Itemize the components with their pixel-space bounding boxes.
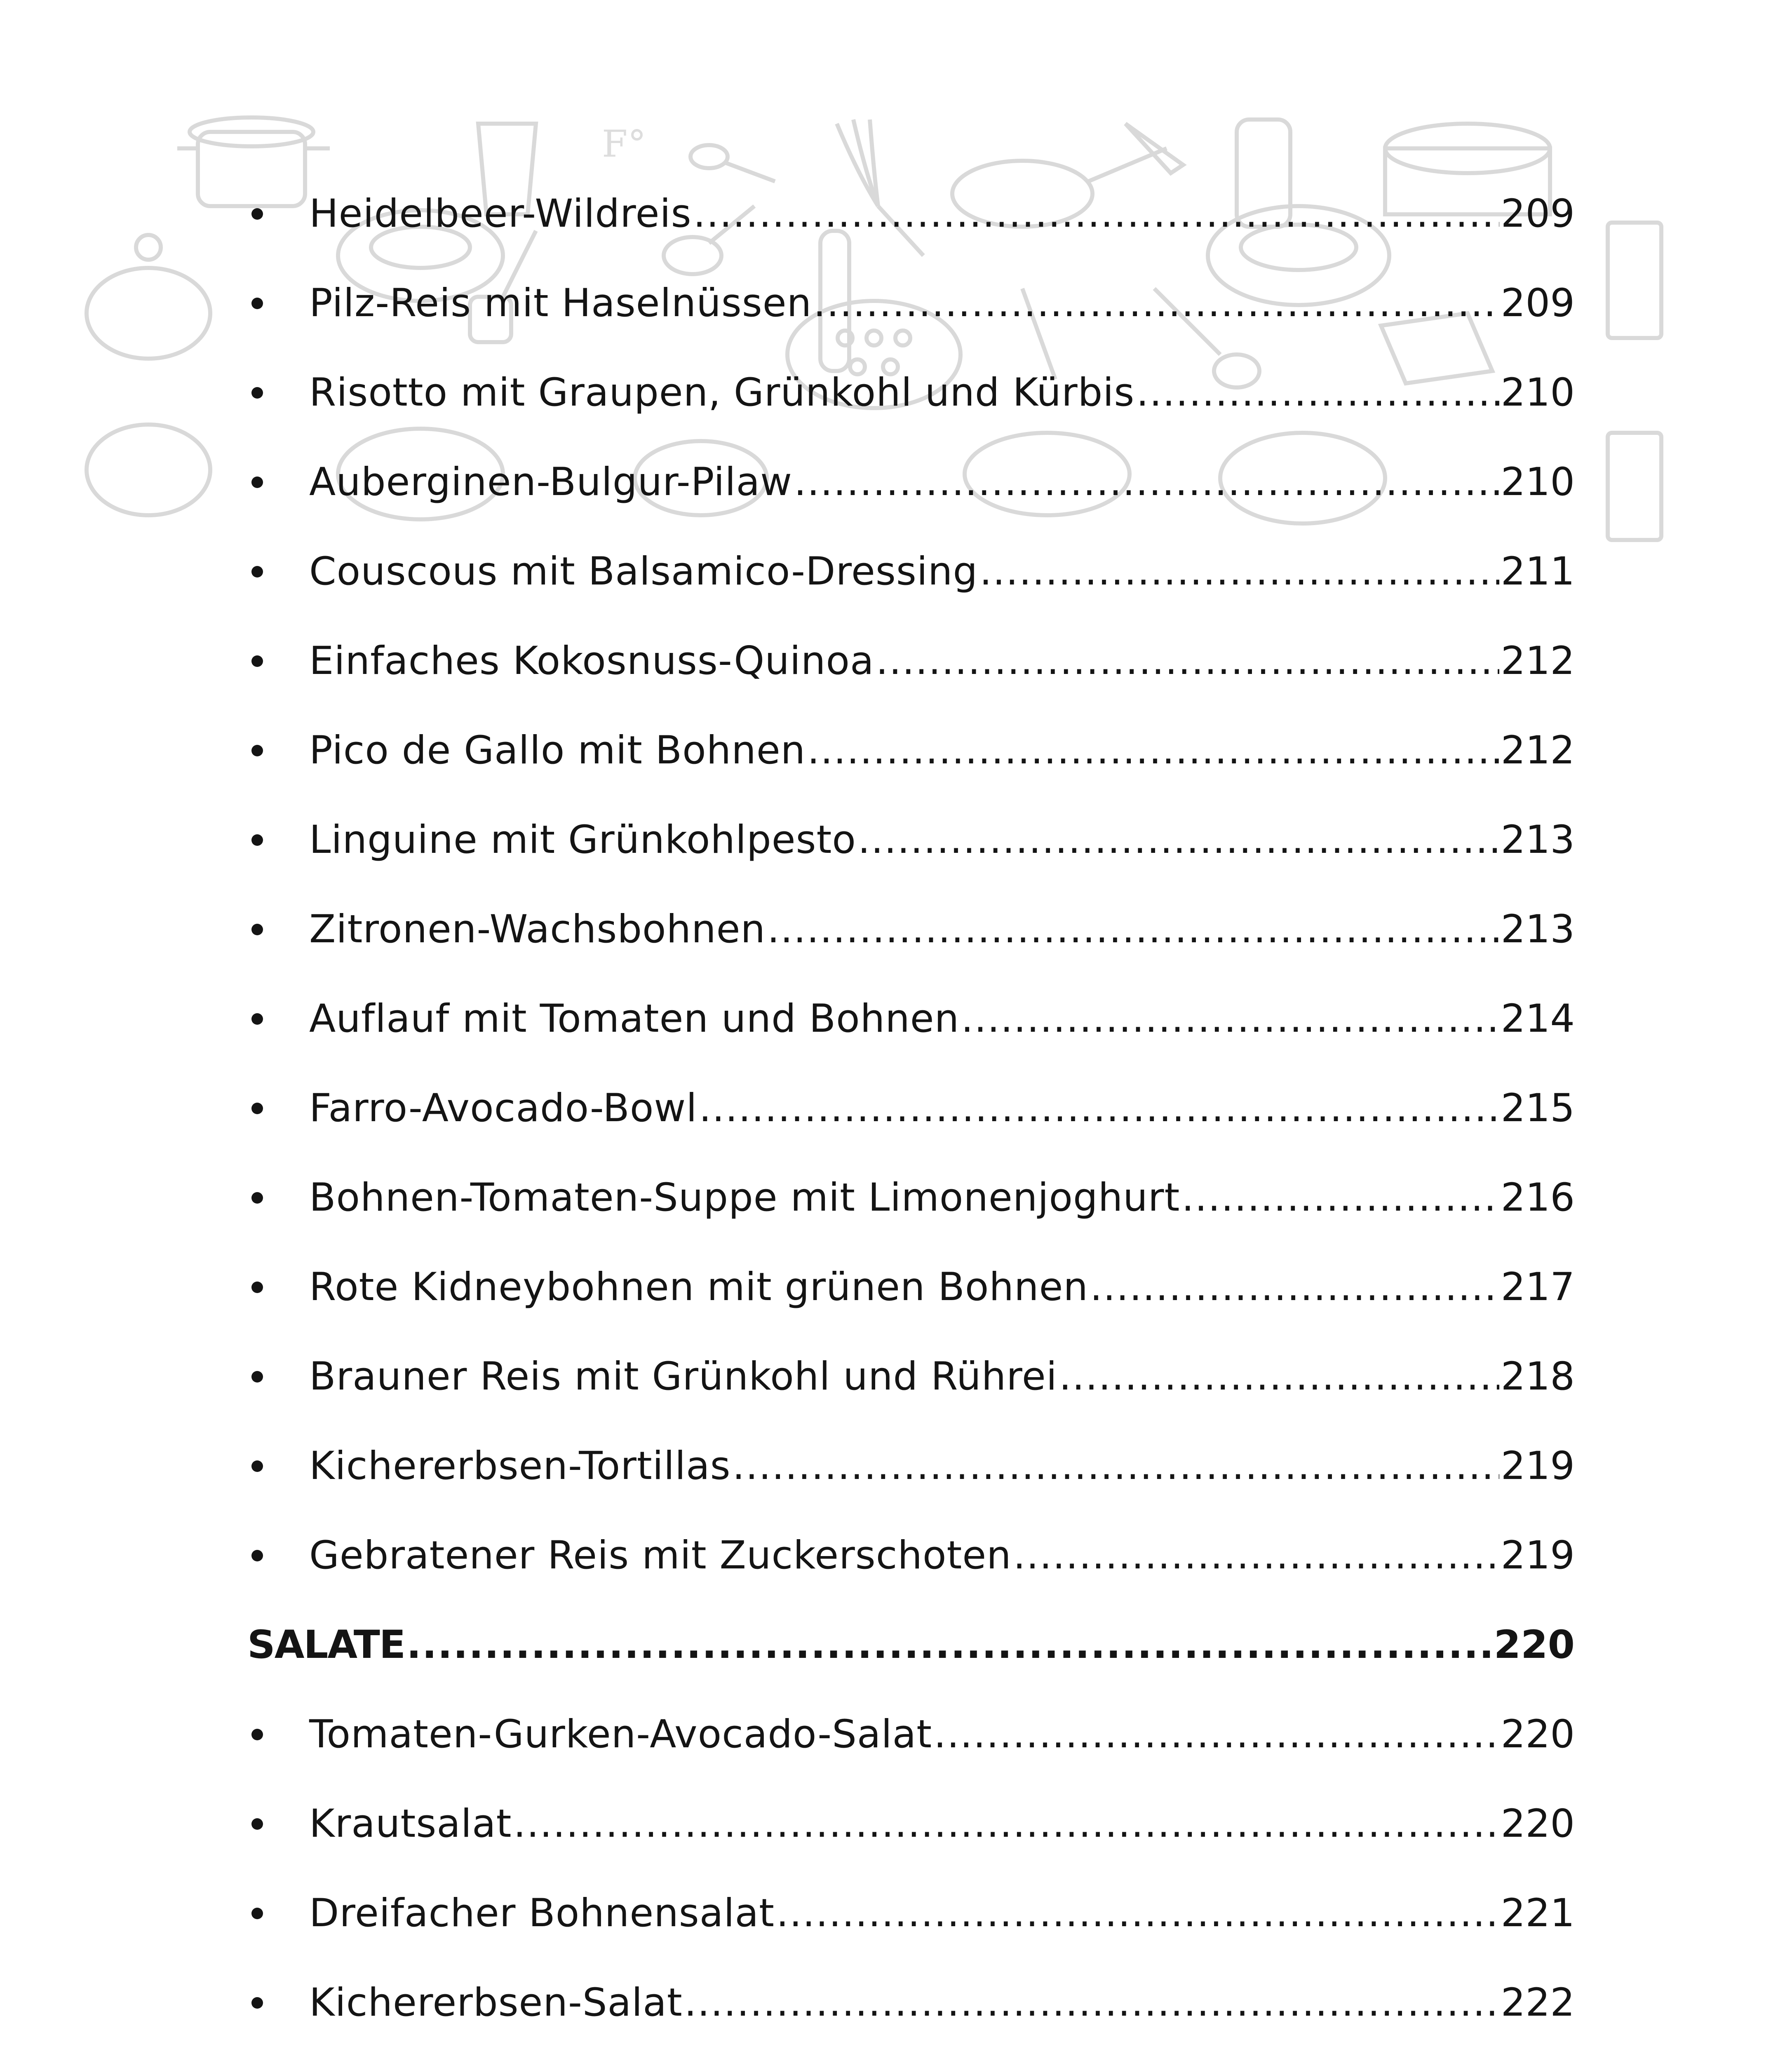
toc-entry-title: Pico de Gallo mit Bohnen (309, 728, 806, 773)
dot-leader (934, 1715, 1499, 1754)
bullet-icon (251, 208, 263, 220)
toc-entry-title: Auberginen-Bulgur-Pilaw (309, 459, 793, 505)
dot-leader (776, 1894, 1499, 1933)
toc-entry[interactable] (247, 795, 1575, 885)
toc-entry[interactable] (247, 1958, 1575, 2047)
bullet-icon (251, 1282, 263, 1293)
toc-entry-title: Gebratener Reis mit Zuckerschoten (309, 1533, 1012, 1578)
dot-leader (1136, 373, 1499, 412)
dot-leader (1090, 1268, 1499, 1307)
bullet-icon (251, 1818, 263, 1830)
toc-entry-title: Kichererbsen-Salat (309, 1980, 683, 2025)
toc-section-heading[interactable] (247, 1600, 1575, 1690)
toc-entry-title: Dreifacher Bohnensalat (309, 1890, 775, 1936)
toc-entry-page: 213 (1501, 906, 1575, 952)
bullet-icon (251, 1192, 263, 1204)
toc-entry[interactable] (247, 1063, 1575, 1153)
bullet-icon (251, 1460, 263, 1472)
toc-entry[interactable] (247, 527, 1575, 616)
toc-entry[interactable] (247, 1690, 1575, 1779)
toc-entry-title: Bohnen-Tomaten-Suppe mit Limonenjoghurt (309, 1175, 1180, 1220)
toc-entry-title: Auflauf mit Tomaten und Bohnen (309, 996, 960, 1041)
toc-entry-page: 212 (1501, 728, 1575, 773)
toc-entry-page: 220 (1501, 1711, 1575, 1757)
toc-entry[interactable] (247, 974, 1575, 1063)
bullet-icon (251, 1103, 263, 1114)
bullet-icon (251, 298, 263, 309)
toc-entry-page: 220 (1501, 1801, 1575, 1846)
toc-section-page: 220 (1494, 1622, 1575, 1667)
toc-entry[interactable] (247, 169, 1575, 258)
bullet-icon (251, 566, 263, 577)
toc-entry-page: 214 (1501, 996, 1575, 1041)
toc-entry-title: Risotto mit Graupen, Grünkohl und Kürbis (309, 370, 1135, 415)
toc-entry-title: Tomaten-Gurken-Avocado-Salat (309, 1711, 932, 1757)
bullet-icon (251, 1997, 263, 2009)
bullet-icon (251, 477, 263, 488)
toc-entry-page: 213 (1501, 817, 1575, 862)
toc-entry[interactable] (247, 1332, 1575, 1421)
dot-leader (1013, 1536, 1499, 1575)
toc-entry-title: Krautsalat (309, 1801, 512, 1846)
dot-leader (733, 1447, 1499, 1486)
bullet-icon (251, 655, 263, 667)
dot-leader (1059, 1357, 1499, 1396)
toc-entry[interactable] (247, 258, 1575, 348)
dot-leader (693, 195, 1499, 233)
toc-entry[interactable] (247, 706, 1575, 795)
dot-leader (1181, 1178, 1499, 1217)
toc-entry-page: 219 (1501, 1533, 1575, 1578)
toc-entry[interactable] (247, 616, 1575, 706)
toc-entry-page: 210 (1501, 459, 1575, 505)
toc-entry-page: 210 (1501, 370, 1575, 415)
dot-leader (876, 642, 1499, 681)
bullet-icon (251, 1371, 263, 1383)
dot-leader (979, 552, 1499, 591)
toc-entry[interactable] (247, 2047, 1575, 2061)
dot-leader (961, 1000, 1499, 1038)
svg-text:F°: F° (602, 122, 646, 166)
toc-entry[interactable] (247, 1153, 1575, 1242)
table-of-contents (247, 169, 1575, 2061)
dot-leader (767, 910, 1499, 949)
toc-entry-title: Heidelbeer-Wildreis (309, 191, 692, 236)
dot-leader (684, 1984, 1499, 2022)
toc-entry[interactable] (247, 1242, 1575, 1332)
toc-entry-page: 221 (1501, 1890, 1575, 1936)
toc-entry[interactable] (247, 885, 1575, 974)
toc-entry[interactable] (247, 437, 1575, 527)
bullet-icon (251, 924, 263, 935)
toc-entry-title: Rote Kidneybohnen mit grünen Bohnen (309, 1264, 1088, 1310)
toc-entry-title: Zitronen-Wachsbohnen (309, 906, 766, 952)
bullet-icon (251, 745, 263, 756)
toc-entry-page: 219 (1501, 1443, 1575, 1488)
toc-entry-page: 209 (1501, 280, 1575, 326)
dot-leader (513, 1805, 1499, 1843)
dot-leader (406, 1626, 1492, 1664)
bullet-icon (251, 1908, 263, 1919)
bullet-icon (251, 1729, 263, 1740)
bullet-icon (251, 834, 263, 846)
toc-entry[interactable] (247, 1779, 1575, 1869)
bullet-icon (251, 387, 263, 399)
toc-entry-page: 222 (1501, 1980, 1575, 2025)
toc-entry-title: Einfaches Kokosnuss-Quinoa (309, 638, 874, 683)
toc-entry-page: 212 (1501, 638, 1575, 683)
toc-entry[interactable] (247, 348, 1575, 437)
toc-entry-page: 216 (1501, 1175, 1575, 1220)
toc-entry-title: Linguine mit Grünkohlpesto (309, 817, 856, 862)
toc-section-title: SALATE (247, 1622, 405, 1667)
toc-entry-title: Couscous mit Balsamico-Dressing (309, 549, 978, 594)
toc-entry-page: 211 (1501, 549, 1575, 594)
dot-leader (794, 463, 1499, 502)
bullet-icon (251, 1013, 263, 1025)
toc-entry-title: Farro-Avocado-Bowl (309, 1085, 698, 1131)
toc-entry[interactable] (247, 1869, 1575, 1958)
toc-entry-title: Brauner Reis mit Grünkohl und Rührei (309, 1354, 1057, 1399)
toc-entry[interactable] (247, 1421, 1575, 1511)
dot-leader (807, 731, 1499, 770)
toc-entry-page: 218 (1501, 1354, 1575, 1399)
toc-entry-title: Pilz-Reis mit Haselnüssen (309, 280, 812, 326)
toc-entry[interactable] (247, 1511, 1575, 1600)
dot-leader (813, 284, 1499, 323)
bullet-icon (251, 1550, 263, 1561)
toc-entry-page: 217 (1501, 1264, 1575, 1310)
toc-entry-title: Kichererbsen-Tortillas (309, 1443, 731, 1488)
toc-entry-page: 215 (1501, 1085, 1575, 1131)
dot-leader (699, 1089, 1499, 1128)
dot-leader (858, 821, 1499, 859)
toc-entry-page: 209 (1501, 191, 1575, 236)
